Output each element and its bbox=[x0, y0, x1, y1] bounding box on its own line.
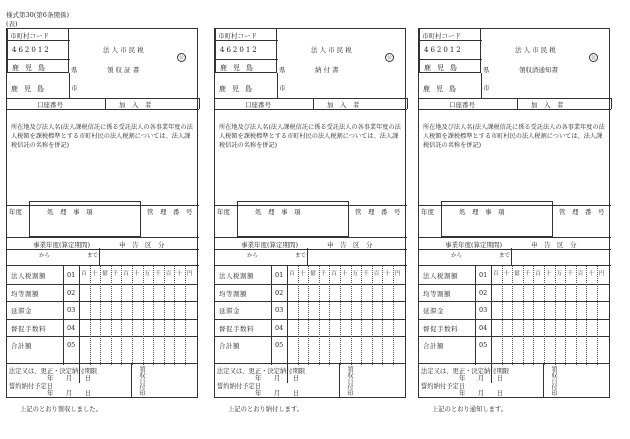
prefecture-name: 鹿児島 bbox=[220, 64, 259, 72]
promise-date-label: 誓約納付予定日 bbox=[217, 383, 262, 390]
digit-unit: 円 bbox=[395, 271, 401, 277]
divider bbox=[216, 40, 278, 41]
row-label: 延滞金 bbox=[11, 307, 32, 315]
digit-unit: 十 bbox=[91, 271, 98, 277]
row-label: 法人税割額 bbox=[11, 272, 46, 280]
city-code-box bbox=[215, 29, 277, 73]
divider bbox=[215, 109, 407, 110]
subscriber-label: 加 入 者 bbox=[531, 101, 564, 109]
row-label: 均等割額 bbox=[11, 289, 39, 298]
digit-divider bbox=[132, 266, 133, 365]
management-label: 管 理 番 号 bbox=[147, 208, 193, 216]
divider bbox=[99, 248, 100, 265]
prefecture-name: 鹿児島 bbox=[424, 64, 463, 72]
digit-unit: 十 bbox=[503, 271, 510, 277]
divider bbox=[277, 73, 278, 98]
row-label: 延滞金 bbox=[219, 307, 240, 315]
digit-divider bbox=[382, 266, 383, 365]
footer-text: 上記のとおり通知します。 bbox=[432, 406, 508, 413]
digit-unit: 百 bbox=[289, 271, 295, 277]
amount-table bbox=[214, 265, 406, 364]
divider bbox=[481, 73, 482, 98]
digit-unit: 十 bbox=[134, 271, 140, 277]
due-date-label: 法定又は、更正・決定納付期限 bbox=[421, 368, 510, 375]
promise-date-fields: 年 月 日 bbox=[47, 390, 92, 397]
promise-date-label: 誓約納付予定日 bbox=[421, 383, 466, 390]
city-code-label: 市町村コード bbox=[422, 32, 461, 40]
row-number: 04 bbox=[479, 323, 488, 332]
row-number: 04 bbox=[275, 323, 284, 332]
row-label: 督促手数料 bbox=[423, 324, 458, 333]
year-label: 年度 bbox=[9, 208, 22, 216]
year-label: 年度 bbox=[421, 208, 434, 216]
divider bbox=[419, 109, 611, 110]
divider bbox=[7, 237, 199, 238]
digit-divider bbox=[329, 266, 330, 365]
city-code-value: 462012 bbox=[424, 46, 463, 54]
row-number: 05 bbox=[479, 341, 488, 349]
divider bbox=[215, 301, 405, 302]
digit-divider bbox=[576, 266, 577, 365]
from-label: から bbox=[451, 253, 463, 259]
row-label: 均等割額 bbox=[219, 289, 247, 298]
slip-1 bbox=[6, 28, 206, 413]
footer-text: 上記のとおり領収しました。 bbox=[20, 406, 102, 413]
divider bbox=[131, 364, 132, 398]
divider bbox=[419, 284, 609, 285]
digit-unit: 万 bbox=[144, 271, 151, 277]
divider bbox=[313, 98, 314, 109]
divider bbox=[215, 319, 405, 320]
digit-unit: 十 bbox=[384, 271, 390, 277]
to-label: まで bbox=[87, 253, 99, 259]
row-label: 法人税割額 bbox=[219, 272, 254, 280]
digit-divider bbox=[502, 266, 503, 365]
digit-divider bbox=[523, 266, 524, 365]
seal-stamp: 公 bbox=[178, 55, 184, 61]
digit-unit: 百 bbox=[493, 271, 499, 277]
date-box bbox=[418, 364, 610, 398]
digit-unit: 千 bbox=[524, 271, 531, 277]
city-code-label: 市町村コード bbox=[218, 32, 257, 40]
digit-unit: 百 bbox=[535, 271, 541, 277]
divider bbox=[215, 284, 405, 285]
digit-unit: 千 bbox=[363, 271, 369, 277]
row-label: 合計額 bbox=[219, 342, 240, 350]
digit-unit: 百 bbox=[123, 271, 129, 277]
digit-unit: 億 bbox=[310, 271, 316, 277]
divider bbox=[7, 301, 197, 302]
shi-label: 市 bbox=[279, 84, 286, 92]
divider bbox=[420, 59, 482, 60]
row-number: 05 bbox=[67, 341, 76, 349]
divider bbox=[63, 266, 64, 365]
digit-unit: 十 bbox=[588, 271, 594, 277]
digit-divider bbox=[544, 266, 545, 365]
divider bbox=[419, 98, 611, 99]
city-code-box bbox=[7, 29, 69, 73]
row-label: 延滞金 bbox=[423, 307, 444, 315]
business-year-label: 事業年度(算定期間) bbox=[445, 241, 503, 249]
address-text: 所在地及び法人名(法人課税信託に係る受託法人の各事業年度の法人税額を課税標準とする市町村民の法人税割については、法人課税信託の名称を併記) bbox=[423, 124, 605, 149]
date-box bbox=[6, 364, 198, 398]
digit-unit: 百 bbox=[331, 271, 337, 277]
seal-stamp: 公 bbox=[590, 55, 596, 61]
digit-unit: 千 bbox=[320, 271, 327, 277]
processing-label: 処 理 事 項 bbox=[459, 208, 505, 216]
row-number: 03 bbox=[479, 306, 488, 314]
digit-divider bbox=[533, 266, 534, 365]
divider bbox=[215, 237, 407, 238]
divider bbox=[419, 237, 611, 238]
account-label: 口座番号 bbox=[37, 101, 63, 109]
digit-unit: 百 bbox=[577, 271, 584, 277]
digit-divider bbox=[100, 266, 101, 365]
row-label: 督促手数料 bbox=[11, 324, 46, 333]
divider bbox=[8, 59, 70, 60]
promise-date-label: 誓約納付予定日 bbox=[9, 383, 54, 390]
divider bbox=[69, 73, 70, 98]
digit-divider bbox=[143, 266, 144, 365]
divider bbox=[419, 336, 609, 337]
receipt-date-stamp-label: 領収日付印 bbox=[550, 366, 557, 396]
to-label: まで bbox=[295, 253, 307, 259]
divider bbox=[307, 248, 308, 265]
digit-divider bbox=[340, 266, 341, 365]
digit-unit: 億 bbox=[102, 271, 108, 277]
divider bbox=[271, 266, 272, 365]
row-label: 均等割額 bbox=[423, 289, 451, 298]
digit-divider bbox=[174, 266, 175, 365]
digit-unit: 百 bbox=[165, 271, 172, 277]
declare-label: 申 告 区 分 bbox=[119, 241, 165, 249]
business-year-label: 事業年度(算定期間) bbox=[33, 241, 91, 249]
digit-divider bbox=[512, 266, 513, 365]
divider bbox=[420, 40, 482, 41]
digit-unit: 十 bbox=[176, 271, 182, 277]
divider bbox=[8, 40, 70, 41]
due-date-fields: 年 月 日 bbox=[459, 375, 504, 382]
slip-title-sub: 納 付 書 bbox=[315, 66, 339, 74]
digit-unit: 十 bbox=[299, 271, 306, 277]
row-number: 04 bbox=[67, 323, 76, 332]
row-number: 02 bbox=[67, 288, 76, 297]
management-label: 管 理 番 号 bbox=[559, 208, 605, 216]
declare-label: 申 告 区 分 bbox=[327, 241, 373, 249]
slip-title-sub: 領収済通知書 bbox=[519, 66, 558, 74]
city-code-box bbox=[419, 29, 481, 73]
row-label: 合計額 bbox=[423, 342, 444, 350]
city-code-value: 462012 bbox=[220, 46, 259, 54]
due-date-label: 法定又は、更正・決定納付期限 bbox=[217, 368, 306, 375]
ken-label: 県 bbox=[483, 66, 490, 74]
promise-date-fields: 年 月 日 bbox=[255, 390, 300, 397]
footer-text: 上記のとおり納付します。 bbox=[228, 406, 304, 413]
slip-title-main: 法 人 市 民 税 bbox=[311, 46, 352, 54]
divider bbox=[7, 336, 197, 337]
divider bbox=[407, 98, 408, 109]
digit-divider bbox=[351, 266, 352, 365]
address-text: 所在地及び法人名(法人課税信託に係る受託法人の各事業年度の法人税額を課税標準とする市町村民の法人税割については、法人課税信託の名称を併記) bbox=[219, 124, 401, 149]
digit-divider bbox=[372, 266, 373, 365]
divider bbox=[216, 59, 278, 60]
city-name: 鹿児島 bbox=[423, 85, 462, 93]
due-date-label: 法定又は、更正・決定納付期限 bbox=[9, 368, 98, 375]
row-number: 05 bbox=[275, 341, 284, 349]
prefecture-name: 鹿児島 bbox=[12, 64, 51, 72]
management-label: 管 理 番 号 bbox=[355, 208, 401, 216]
digit-divider bbox=[555, 266, 556, 365]
receipt-date-stamp-label: 領収日付印 bbox=[346, 366, 353, 396]
divider bbox=[215, 98, 407, 99]
due-date-fields: 年 月 日 bbox=[47, 375, 92, 382]
city-code-label: 市町村コード bbox=[10, 32, 49, 40]
account-label: 口座番号 bbox=[449, 101, 475, 109]
row-number: 03 bbox=[67, 306, 76, 314]
business-year-label: 事業年度(算定期間) bbox=[241, 241, 299, 249]
digit-unit: 億 bbox=[514, 271, 520, 277]
row-number: 01 bbox=[479, 271, 488, 279]
divider bbox=[105, 98, 106, 109]
digit-divider bbox=[393, 266, 394, 365]
seal-stamp: 公 bbox=[386, 55, 392, 61]
slip-header-box bbox=[418, 28, 610, 248]
digit-unit: 百 bbox=[373, 271, 380, 277]
digit-divider bbox=[361, 266, 362, 365]
promise-date-fields: 年 月 日 bbox=[459, 390, 504, 397]
digit-divider bbox=[121, 266, 122, 365]
digit-unit: 万 bbox=[352, 271, 359, 277]
row-label: 法人税割額 bbox=[423, 272, 458, 280]
form-side-label: (表) bbox=[6, 20, 18, 28]
digit-unit: 千 bbox=[112, 271, 119, 277]
digit-divider bbox=[597, 266, 598, 365]
digit-divider bbox=[185, 266, 186, 365]
slip-header-box bbox=[214, 28, 406, 248]
divider bbox=[339, 364, 340, 398]
address-text: 所在地及び法人名(法人課税信託に係る受託法人の各事業年度の法人税額を課税標準とする市町村民の法人税割については、法人課税信託の名称を併記) bbox=[11, 124, 193, 149]
divider bbox=[7, 109, 199, 110]
digit-unit: 万 bbox=[556, 271, 563, 277]
digit-unit: 円 bbox=[599, 271, 605, 277]
row-label: 合計額 bbox=[11, 342, 32, 350]
digit-unit: 十 bbox=[342, 271, 348, 277]
slip-title-sub: 領 収 証 書 bbox=[107, 66, 140, 74]
ken-label: 県 bbox=[71, 66, 78, 74]
digit-divider bbox=[164, 266, 165, 365]
shi-label: 市 bbox=[483, 84, 490, 92]
row-label: 督促手数料 bbox=[219, 324, 254, 333]
subscriber-label: 加 入 者 bbox=[327, 101, 360, 109]
digit-unit: 百 bbox=[81, 271, 87, 277]
slip-title-main: 法 人 市 民 税 bbox=[103, 46, 144, 54]
city-code-value: 462012 bbox=[12, 46, 51, 54]
receipt-date-stamp-label: 領収日付印 bbox=[138, 366, 145, 396]
slip-title-main: 法 人 市 民 税 bbox=[515, 46, 556, 54]
digit-divider bbox=[111, 266, 112, 365]
year-label: 年度 bbox=[217, 208, 230, 216]
processing-label: 処 理 事 項 bbox=[47, 208, 93, 216]
to-label: まで bbox=[499, 253, 511, 259]
shi-label: 市 bbox=[71, 84, 78, 92]
row-number: 02 bbox=[479, 288, 488, 297]
digit-divider bbox=[565, 266, 566, 365]
digit-divider bbox=[153, 266, 154, 365]
amount-table bbox=[6, 265, 198, 364]
from-label: から bbox=[247, 253, 259, 259]
form-number: 様式第30(第6条関係) bbox=[6, 11, 69, 19]
digit-unit: 円 bbox=[187, 271, 193, 277]
row-number: 02 bbox=[275, 288, 284, 297]
digit-divider bbox=[308, 266, 309, 365]
divider bbox=[511, 248, 512, 265]
due-date-fields: 年 月 日 bbox=[255, 375, 300, 382]
row-number: 01 bbox=[275, 271, 284, 279]
row-number: 03 bbox=[275, 306, 284, 314]
divider bbox=[7, 284, 197, 285]
amount-table bbox=[418, 265, 610, 364]
digit-unit: 千 bbox=[155, 271, 161, 277]
declare-label: 申 告 区 分 bbox=[531, 241, 577, 249]
digit-divider bbox=[298, 266, 299, 365]
digit-divider bbox=[90, 266, 91, 365]
slip-3 bbox=[418, 28, 618, 413]
city-name: 鹿児島 bbox=[11, 85, 50, 93]
divider bbox=[611, 98, 612, 109]
digit-divider bbox=[319, 266, 320, 365]
divider bbox=[215, 336, 405, 337]
divider bbox=[419, 319, 609, 320]
digit-unit: 十 bbox=[546, 271, 552, 277]
date-box bbox=[214, 364, 406, 398]
divider bbox=[543, 364, 544, 398]
digit-divider bbox=[586, 266, 587, 365]
divider bbox=[517, 98, 518, 109]
from-label: から bbox=[39, 253, 51, 259]
processing-label: 処 理 事 項 bbox=[255, 208, 301, 216]
divider bbox=[419, 301, 609, 302]
slip-2 bbox=[214, 28, 414, 413]
subscriber-label: 加 入 者 bbox=[119, 101, 152, 109]
digit-unit: 千 bbox=[567, 271, 573, 277]
row-number: 01 bbox=[67, 271, 76, 279]
city-name: 鹿児島 bbox=[219, 85, 258, 93]
divider bbox=[7, 319, 197, 320]
divider bbox=[7, 98, 199, 99]
divider bbox=[199, 98, 200, 109]
account-label: 口座番号 bbox=[245, 101, 271, 109]
slip-header-box bbox=[6, 28, 198, 248]
ken-label: 県 bbox=[279, 66, 286, 74]
divider bbox=[475, 266, 476, 365]
